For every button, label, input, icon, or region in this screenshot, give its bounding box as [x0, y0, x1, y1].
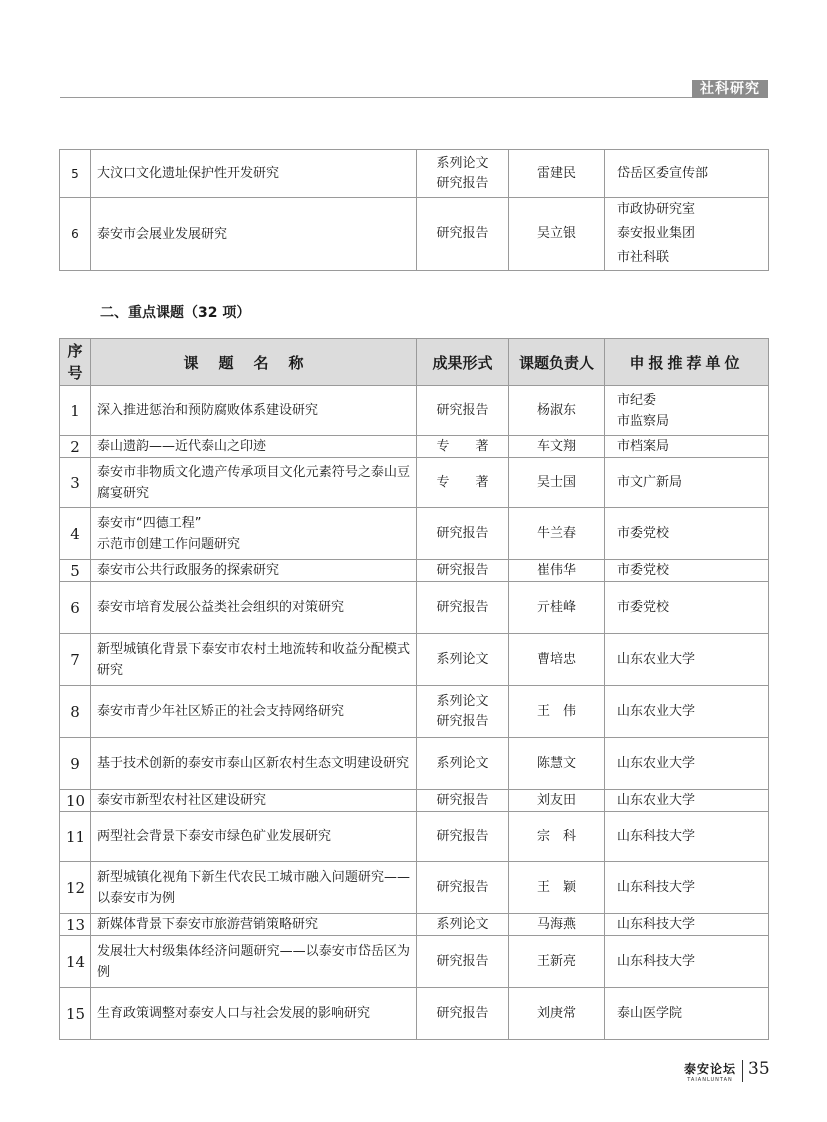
recommending-unit: 市委党校: [605, 560, 769, 582]
result-form: 系列论文: [417, 738, 509, 790]
recommending-unit: 市档案局: [605, 436, 769, 458]
recommending-unit: 山东科技大学: [605, 862, 769, 914]
row-number: 3: [60, 458, 91, 508]
topic-leader: 车文翔: [509, 436, 605, 458]
table-row: [60, 634, 769, 686]
result-form: 研究报告: [417, 862, 509, 914]
recommending-unit: 市政协研究室 泰安报业集团 市社科联: [605, 198, 769, 271]
topic-name: 新媒体背景下泰安市旅游营销策略研究: [91, 914, 417, 936]
header-rule: [60, 97, 768, 98]
row-number: 15: [60, 988, 91, 1040]
topic-name: 泰安市“四德工程” 示范市创建工作问题研究: [91, 508, 417, 560]
result-form: 系列论文: [417, 914, 509, 936]
table-row: [60, 582, 769, 634]
topic-leader: 亓桂峰: [509, 582, 605, 634]
journal-name-en: TAIANLUNTAN: [687, 1077, 733, 1083]
topic-name: 大汶口文化遗址保护性开发研究: [91, 150, 417, 198]
continued-table: [59, 149, 769, 271]
topic-name: 基于技术创新的泰安市泰山区新农村生态文明建设研究: [91, 738, 417, 790]
recommending-unit: 市委党校: [605, 582, 769, 634]
topic-leader: 宗 科: [509, 812, 605, 862]
topic-name: 泰安市公共行政服务的探索研究: [91, 560, 417, 582]
header-leader: 课题负责人: [509, 339, 605, 386]
topic-name: 泰安市培育发展公益类社会组织的对策研究: [91, 582, 417, 634]
table-row: [60, 686, 769, 738]
row-number: 9: [60, 738, 91, 790]
recommending-unit: 岱岳区委宣传部: [605, 150, 769, 198]
result-form: 专 著: [417, 458, 509, 508]
table-row: [60, 458, 769, 508]
topic-leader: 崔伟华: [509, 560, 605, 582]
topic-leader: 马海燕: [509, 914, 605, 936]
table-row: [60, 508, 769, 560]
footer-divider: [742, 1060, 743, 1082]
recommending-unit: 山东农业大学: [605, 686, 769, 738]
journal-logo: [682, 1060, 738, 1083]
topic-name: 泰山遗韵——近代泰山之印迹: [91, 436, 417, 458]
row-number: 5: [60, 560, 91, 582]
result-form: 研究报告: [417, 582, 509, 634]
table-row: [60, 386, 769, 436]
topic-leader: 王 伟: [509, 686, 605, 738]
page-number: 35: [748, 1059, 770, 1079]
topic-name: 两型社会背景下泰安市绿色矿业发展研究: [91, 812, 417, 862]
table-row: [60, 436, 769, 458]
row-number: 1: [60, 386, 91, 436]
row-number: 8: [60, 686, 91, 738]
row-number: 12: [60, 862, 91, 914]
row-number: 4: [60, 508, 91, 560]
table-row: [60, 198, 769, 271]
result-form: 研究报告: [417, 936, 509, 988]
result-form: 研究报告: [417, 988, 509, 1040]
recommending-unit: 泰山医学院: [605, 988, 769, 1040]
section-title: 二、重点课题（32 项）: [100, 305, 251, 321]
recommending-unit: 山东农业大学: [605, 634, 769, 686]
section-tag: 社科研究: [692, 80, 768, 98]
page-footer: [682, 1058, 768, 1086]
recommending-unit: 山东科技大学: [605, 812, 769, 862]
recommending-unit: 山东农业大学: [605, 790, 769, 812]
header-name: 课题名称: [91, 339, 417, 386]
table-row: [60, 150, 769, 198]
topic-leader: 吴士国: [509, 458, 605, 508]
header-number: 序号: [60, 339, 91, 386]
table-row: [60, 936, 769, 988]
topic-leader: 刘友田: [509, 790, 605, 812]
row-number: 6: [60, 198, 91, 271]
topic-leader: 杨淑东: [509, 386, 605, 436]
row-number: 2: [60, 436, 91, 458]
result-form: 系列论文 研究报告: [417, 686, 509, 738]
table-row: [60, 738, 769, 790]
topic-name: 泰安市青少年社区矫正的社会支持网络研究: [91, 686, 417, 738]
topic-leader: 王 颖: [509, 862, 605, 914]
recommending-unit: 山东科技大学: [605, 914, 769, 936]
row-number: 10: [60, 790, 91, 812]
result-form: 研究报告: [417, 386, 509, 436]
key-topics-table: [59, 338, 769, 1040]
topic-name: 泰安市会展业发展研究: [91, 198, 417, 271]
table-row: [60, 914, 769, 936]
result-form: 研究报告: [417, 560, 509, 582]
recommending-unit: 市文广新局: [605, 458, 769, 508]
row-number: 5: [60, 150, 91, 198]
recommending-unit: 山东科技大学: [605, 936, 769, 988]
result-form: 研究报告: [417, 508, 509, 560]
table-row: [60, 812, 769, 862]
recommending-unit: 山东农业大学: [605, 738, 769, 790]
result-form: 系列论文: [417, 634, 509, 686]
topic-leader: 牛兰春: [509, 508, 605, 560]
topic-name: 泰安市非物质文化遗产传承项目文化元素符号之泰山豆腐宴研究: [91, 458, 417, 508]
recommending-unit: 市委党校: [605, 508, 769, 560]
result-form: 专 著: [417, 436, 509, 458]
table-row: [60, 862, 769, 914]
table-header-row: [60, 339, 769, 386]
topic-leader: 吴立银: [509, 198, 605, 271]
topic-name: 生育政策调整对泰安人口与社会发展的影响研究: [91, 988, 417, 1040]
row-number: 7: [60, 634, 91, 686]
header-form: 成果形式: [417, 339, 509, 386]
topic-leader: 雷建民: [509, 150, 605, 198]
result-form: 研究报告: [417, 812, 509, 862]
topic-name: 新型城镇化背景下泰安市农村土地流转和收益分配模式研究: [91, 634, 417, 686]
result-form: 系列论文 研究报告: [417, 150, 509, 198]
recommending-unit: 市纪委 市监察局: [605, 386, 769, 436]
table-row: [60, 560, 769, 582]
table-row: [60, 790, 769, 812]
topic-leader: 曹培忠: [509, 634, 605, 686]
result-form: 研究报告: [417, 198, 509, 271]
row-number: 14: [60, 936, 91, 988]
topic-name: 泰安市新型农村社区建设研究: [91, 790, 417, 812]
header-unit: 申报推荐单位: [605, 339, 769, 386]
topic-name: 新型城镇化视角下新生代农民工城市融入问题研究——以泰安市为例: [91, 862, 417, 914]
result-form: 研究报告: [417, 790, 509, 812]
row-number: 11: [60, 812, 91, 862]
journal-name-cn: 泰安论坛: [683, 1062, 736, 1076]
row-number: 6: [60, 582, 91, 634]
topic-name: 深入推进惩治和预防腐败体系建设研究: [91, 386, 417, 436]
topic-name: 发展壮大村级集体经济问题研究——以泰安市岱岳区为例: [91, 936, 417, 988]
topic-leader: 陈慧文: [509, 738, 605, 790]
table-row: [60, 988, 769, 1040]
row-number: 13: [60, 914, 91, 936]
topic-leader: 王新亮: [509, 936, 605, 988]
topic-leader: 刘庚常: [509, 988, 605, 1040]
